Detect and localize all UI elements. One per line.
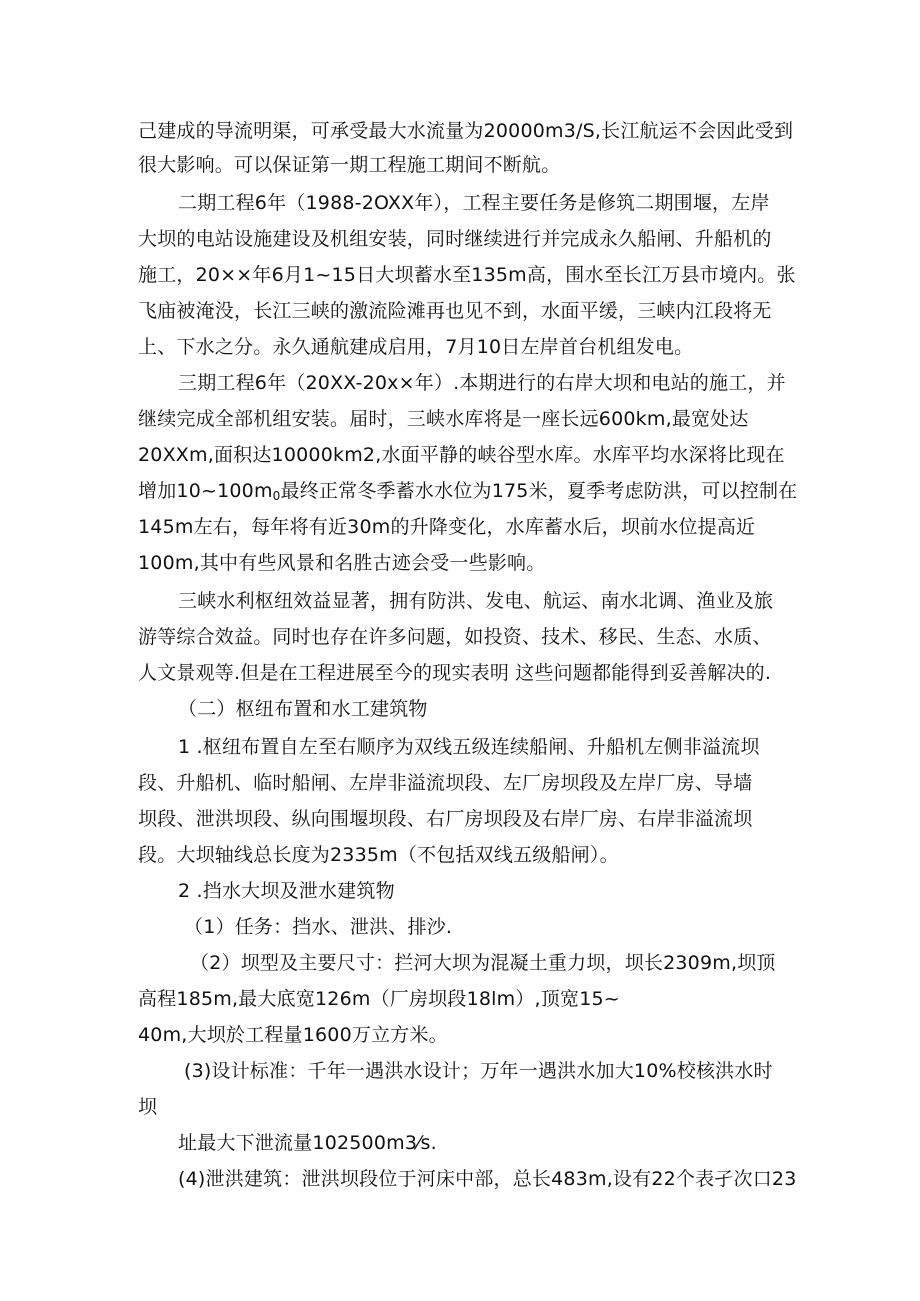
text-line-21: 段。大坝轴线总长度为2335m（不包括双线五级船闸）。	[138, 844, 619, 866]
text-line-30: (4)泄洪建筑：泄洪坝段位于河床中部，总长483m,设有22个表孑次口23	[178, 1168, 797, 1190]
text-line-25: 高程185m,最大底宽126m（厂房坝段18lm）,顶宽15~	[138, 988, 620, 1010]
text-line-5: 施工，20××年6月1~15日大坝蓄水至135m高，围水至长江万县市境内。张	[138, 264, 796, 286]
text-line-13: 100m,其中有些风景和名胜古迹会受一些影响。	[138, 552, 546, 574]
subscript-zero: 0	[272, 489, 281, 503]
text-line-14: 三峡水利枢纽效益显著，拥有防洪、发电、航运、南水北调、渔业及旅	[178, 590, 774, 612]
text-line-1: 己建成的导流明渠，可承受最大水流量为20000m3/S,长江航运不会因此受到	[138, 120, 794, 142]
text-line-11-part-a: 增加10~100m	[138, 480, 273, 502]
text-line-12: 145m左右，每年将有近30m的升降变化，水库蓄水后，坝前水位提高近	[138, 516, 756, 538]
text-line-3: 二期工程6年（1988-2OXX年），工程主要任务是修筑二期围堰，左岸	[178, 192, 770, 214]
text-line-2: 很大影响。可以保证第一期工程施工期间不断航。	[138, 154, 561, 176]
text-line-11-part-b: 最终正常冬季蓄水水位为175米，夏季考虑防洪，可以控制在	[280, 480, 798, 502]
text-line-28: 坝	[138, 1096, 158, 1118]
text-line-10: 20XXm,面积达10000km2,水面平静的峡谷型水库。水库平均水深将比现在	[138, 444, 785, 466]
text-line-4: 大坝的电站设施建设及机组安装，同时继续进行并完成永久船闸、升船机的	[138, 228, 772, 250]
text-line-20: 坝段、泄洪坝段、纵向围堰坝段、右厂房坝段及右岸厂房、右岸非溢流坝	[138, 808, 753, 830]
text-line-9: 继续完成全部机组安装。届时，三峡水库将是一座长远600km,最宽处达	[138, 408, 749, 430]
section-heading: （二）枢纽布置和水工建筑物	[178, 698, 428, 720]
text-line-18: 1 .枢纽布置自左至右顺序为双线五级连续船闸、升船机左侧非溢流坝	[178, 736, 760, 758]
text-line-19: 段、升船机、临时船闸、左岸非溢流坝段、左厂房坝段及左岸厂房、导墙	[138, 772, 753, 794]
text-line-11	[138, 478, 797, 509]
text-line-23: （1）任务：挡水、泄洪、排沙.	[184, 916, 453, 938]
text-line-27: (3)设计标准：千年一遇洪水设计；万年一遇洪水加大10%校核洪水时	[184, 1060, 773, 1082]
text-line-29: 址最大下泄流量102500m3⁄s.	[178, 1132, 437, 1154]
text-line-22: 2 .挡水大坝及泄水建筑物	[178, 880, 395, 902]
text-line-24: （2）坝型及主要尺寸：拦河大坝为混凝土重力坝，坝长2309m,坝顶	[190, 952, 776, 974]
text-line-8: 三期工程6年（20XX-20x×年）.本期进行的右岸大坝和电站的施工，并	[178, 372, 786, 394]
text-line-6: 飞庙被淹没，长江三峡的激流险滩再也见不到，水面平缓，三峡内江段将无	[138, 300, 772, 322]
text-line-15: 游等综合效益。同时也存在许多问题，如投资、技术、移民、生态、水质、	[138, 626, 772, 648]
text-line-16: 人文景观等.但是在工程进展至今的现实表明 这些问题都能得到妥善解决的.	[138, 662, 772, 684]
text-line-7: 上、下水之分。永久通航建成启用，7月10日左岸首台机组发电。	[138, 336, 694, 358]
text-line-26: 40m,大坝於工程量1600万立方米。	[138, 1024, 448, 1046]
